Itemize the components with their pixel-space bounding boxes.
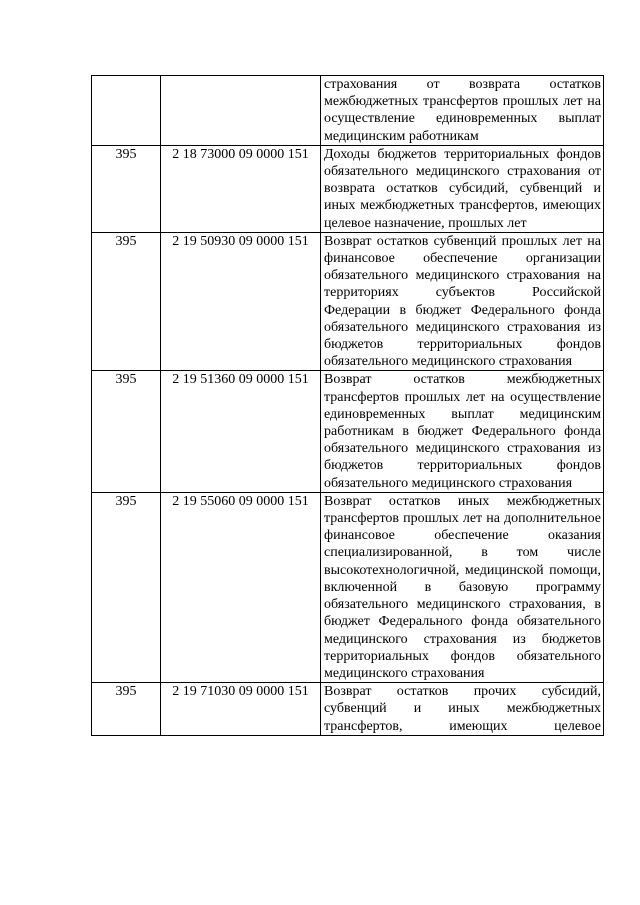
admin-code-cell: 395 (92, 683, 161, 736)
description-cell: страхования от возврата остатков межбюджетных трансфертов прошлых лет на осуществление единовременных выплат медицинским работникам (321, 76, 604, 146)
description-cell: Возврат остатков субвенций прошлых лет на финансовое обеспечение организации обязательного медицинского страхования на территориях субъектов Российской Федерации в бюджет Федерального фонда обязательного медицинского страхования из бюджетов территориальных фондов обязательного медицинского страхования (321, 232, 604, 371)
budget-code-cell: 2 19 51360 09 0000 151 (161, 371, 321, 492)
budget-code-cell: 2 19 71030 09 0000 151 (161, 683, 321, 736)
table-row (92, 492, 604, 682)
budget-code-cell (161, 76, 321, 146)
description-cell: Доходы бюджетов территориальных фондов обязательного медицинского страхования от возврата остатков субсидий, субвенций и иных межбюджетных трансфертов, имеющих целевое назначение, прошлых лет (321, 145, 604, 232)
budget-code-cell: 2 18 73000 09 0000 151 (161, 145, 321, 232)
budget-classification-table (91, 75, 604, 736)
table-row (92, 76, 604, 146)
description-cell: Возврат остатков прочих субсидий, субвенций и иных межбюджетных трансфертов, имеющих целевое (321, 683, 604, 736)
table-row (92, 371, 604, 492)
admin-code-cell: 395 (92, 232, 161, 371)
admin-code-cell: 395 (92, 145, 161, 232)
admin-code-cell (92, 76, 161, 146)
table-row (92, 683, 604, 736)
budget-code-cell: 2 19 50930 09 0000 151 (161, 232, 321, 371)
table-row (92, 232, 604, 371)
budget-code-cell: 2 19 55060 09 0000 151 (161, 492, 321, 682)
admin-code-cell: 395 (92, 492, 161, 682)
admin-code-cell: 395 (92, 371, 161, 492)
table-row (92, 145, 604, 232)
description-cell: Возврат остатков межбюджетных трансфертов прошлых лет на осуществление единовременных выплат медицинским работникам в бюджет Федерального фонда обязательного медицинского страхования из бюджетов территориальных фондов обязательного медицинского страхования (321, 371, 604, 492)
description-cell: Возврат остатков иных межбюджетных трансфертов прошлых лет на дополнительное финансовое обеспечение оказания специализированной, в том числе высокотехнологичной, медицинской помощи, включенной в базовую программу обязательного медицинского страхования, в бюджет Федерального фонда обязательного медицинского страхования из бюджетов территориальных фондов обязательного медицинского страхования (321, 492, 604, 682)
